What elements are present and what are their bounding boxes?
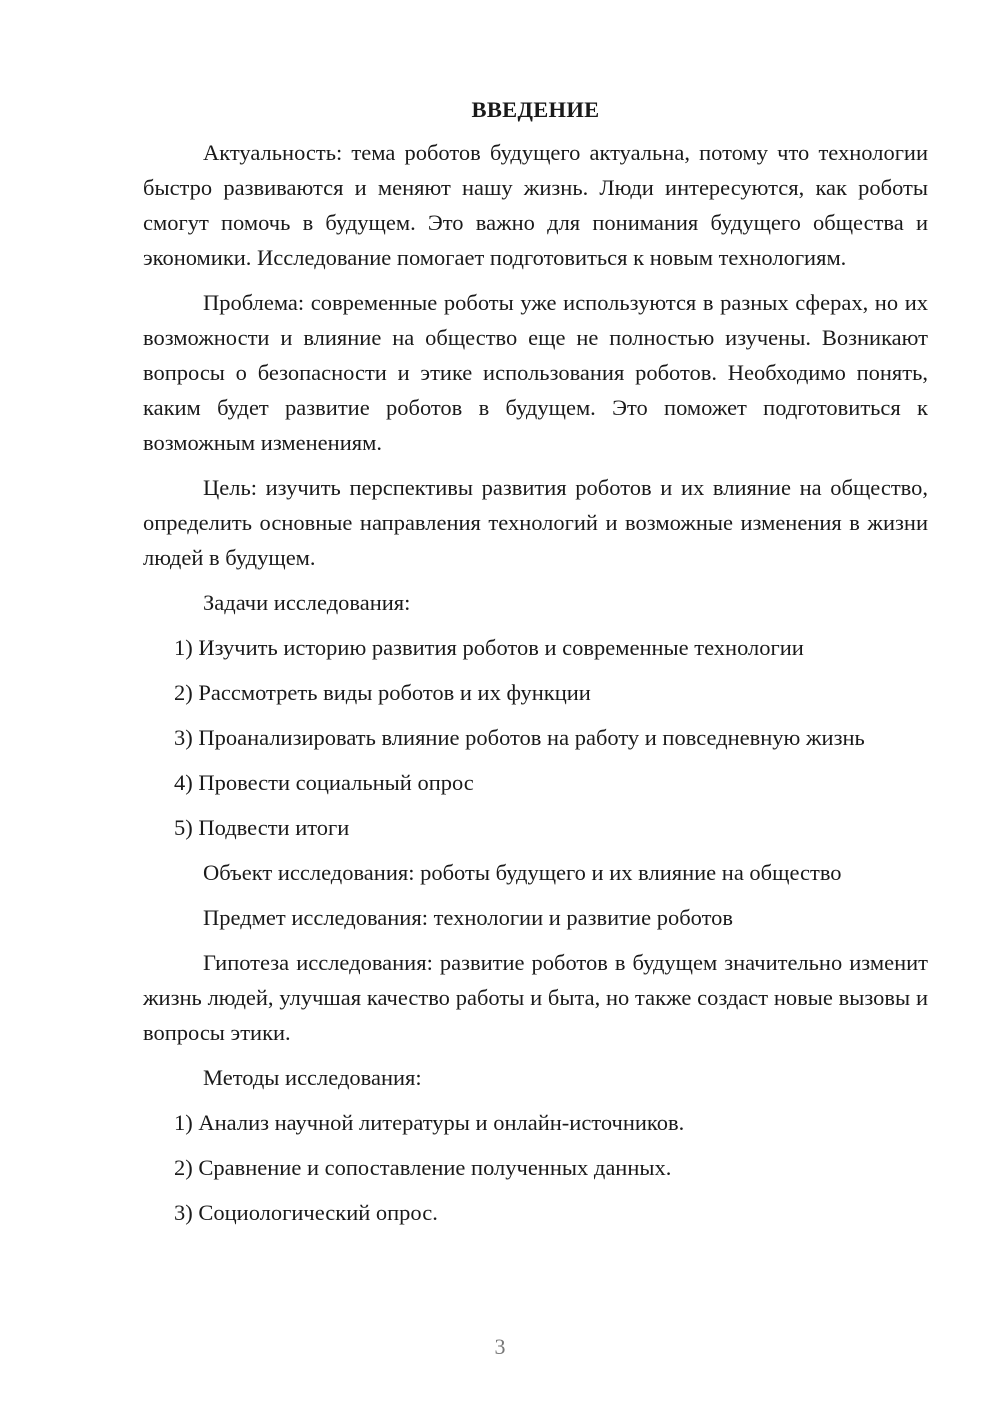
methods-label: Методы исследования: bbox=[203, 1065, 422, 1090]
method-item: 3) Социологический опрос. bbox=[174, 1200, 438, 1225]
task-item: 5) Подвести итоги bbox=[174, 815, 350, 840]
page-number: 3 bbox=[494, 1334, 506, 1359]
page-title: ВВЕДЕНИЕ bbox=[471, 97, 600, 122]
task-item: 3) Проанализировать влияние роботов на работу и повседневную жизнь bbox=[174, 725, 865, 750]
goal-paragraph: Цель: изучить перспективы развития роботов и их влияние на общество, определить основные направления технологий и возможные изменения в жизни людей в будущем. bbox=[143, 475, 928, 570]
task-item: 4) Провести социальный опрос bbox=[174, 770, 474, 795]
hypothesis-paragraph: Гипотеза исследования: развитие роботов в будущем значительно изменит жизнь людей, улучшая качество работы и быта, но также создаст новые вызовы и вопросы этики. bbox=[143, 950, 928, 1045]
document-body bbox=[143, 92, 928, 1240]
relevance-paragraph: Актуальность: тема роботов будущего актуальна, потому что технологии быстро развиваются и меняют нашу жизнь. Люди интересуются, как роботы смогут помочь в будущем. Это важно для понимания будущего общества и экономики. Исследование помогает подготовиться к новым технологиям. bbox=[143, 140, 928, 270]
method-item: 1) Анализ научной литературы и онлайн-источников. bbox=[174, 1110, 685, 1135]
subject-line: Предмет исследования: технологии и развитие роботов bbox=[203, 905, 734, 930]
tasks-label: Задачи исследования: bbox=[203, 590, 411, 615]
task-item: 2) Рассмотреть виды роботов и их функции bbox=[174, 680, 591, 705]
method-item: 2) Сравнение и сопоставление полученных данных. bbox=[174, 1155, 672, 1180]
task-item: 1) Изучить историю развития роботов и современные технологии bbox=[174, 635, 804, 660]
object-line: Объект исследования: роботы будущего и их влияние на общество bbox=[203, 860, 842, 885]
problem-paragraph: Проблема: современные роботы уже используются в разных сферах, но их возможности и влияние на общество еще не полностью изучены. Возникают вопросы о безопасности и этике использования роботов. Необходимо понять, каким будет развитие роботов в будущем. Это поможет подготовиться к возможным изменениям. bbox=[143, 290, 928, 455]
